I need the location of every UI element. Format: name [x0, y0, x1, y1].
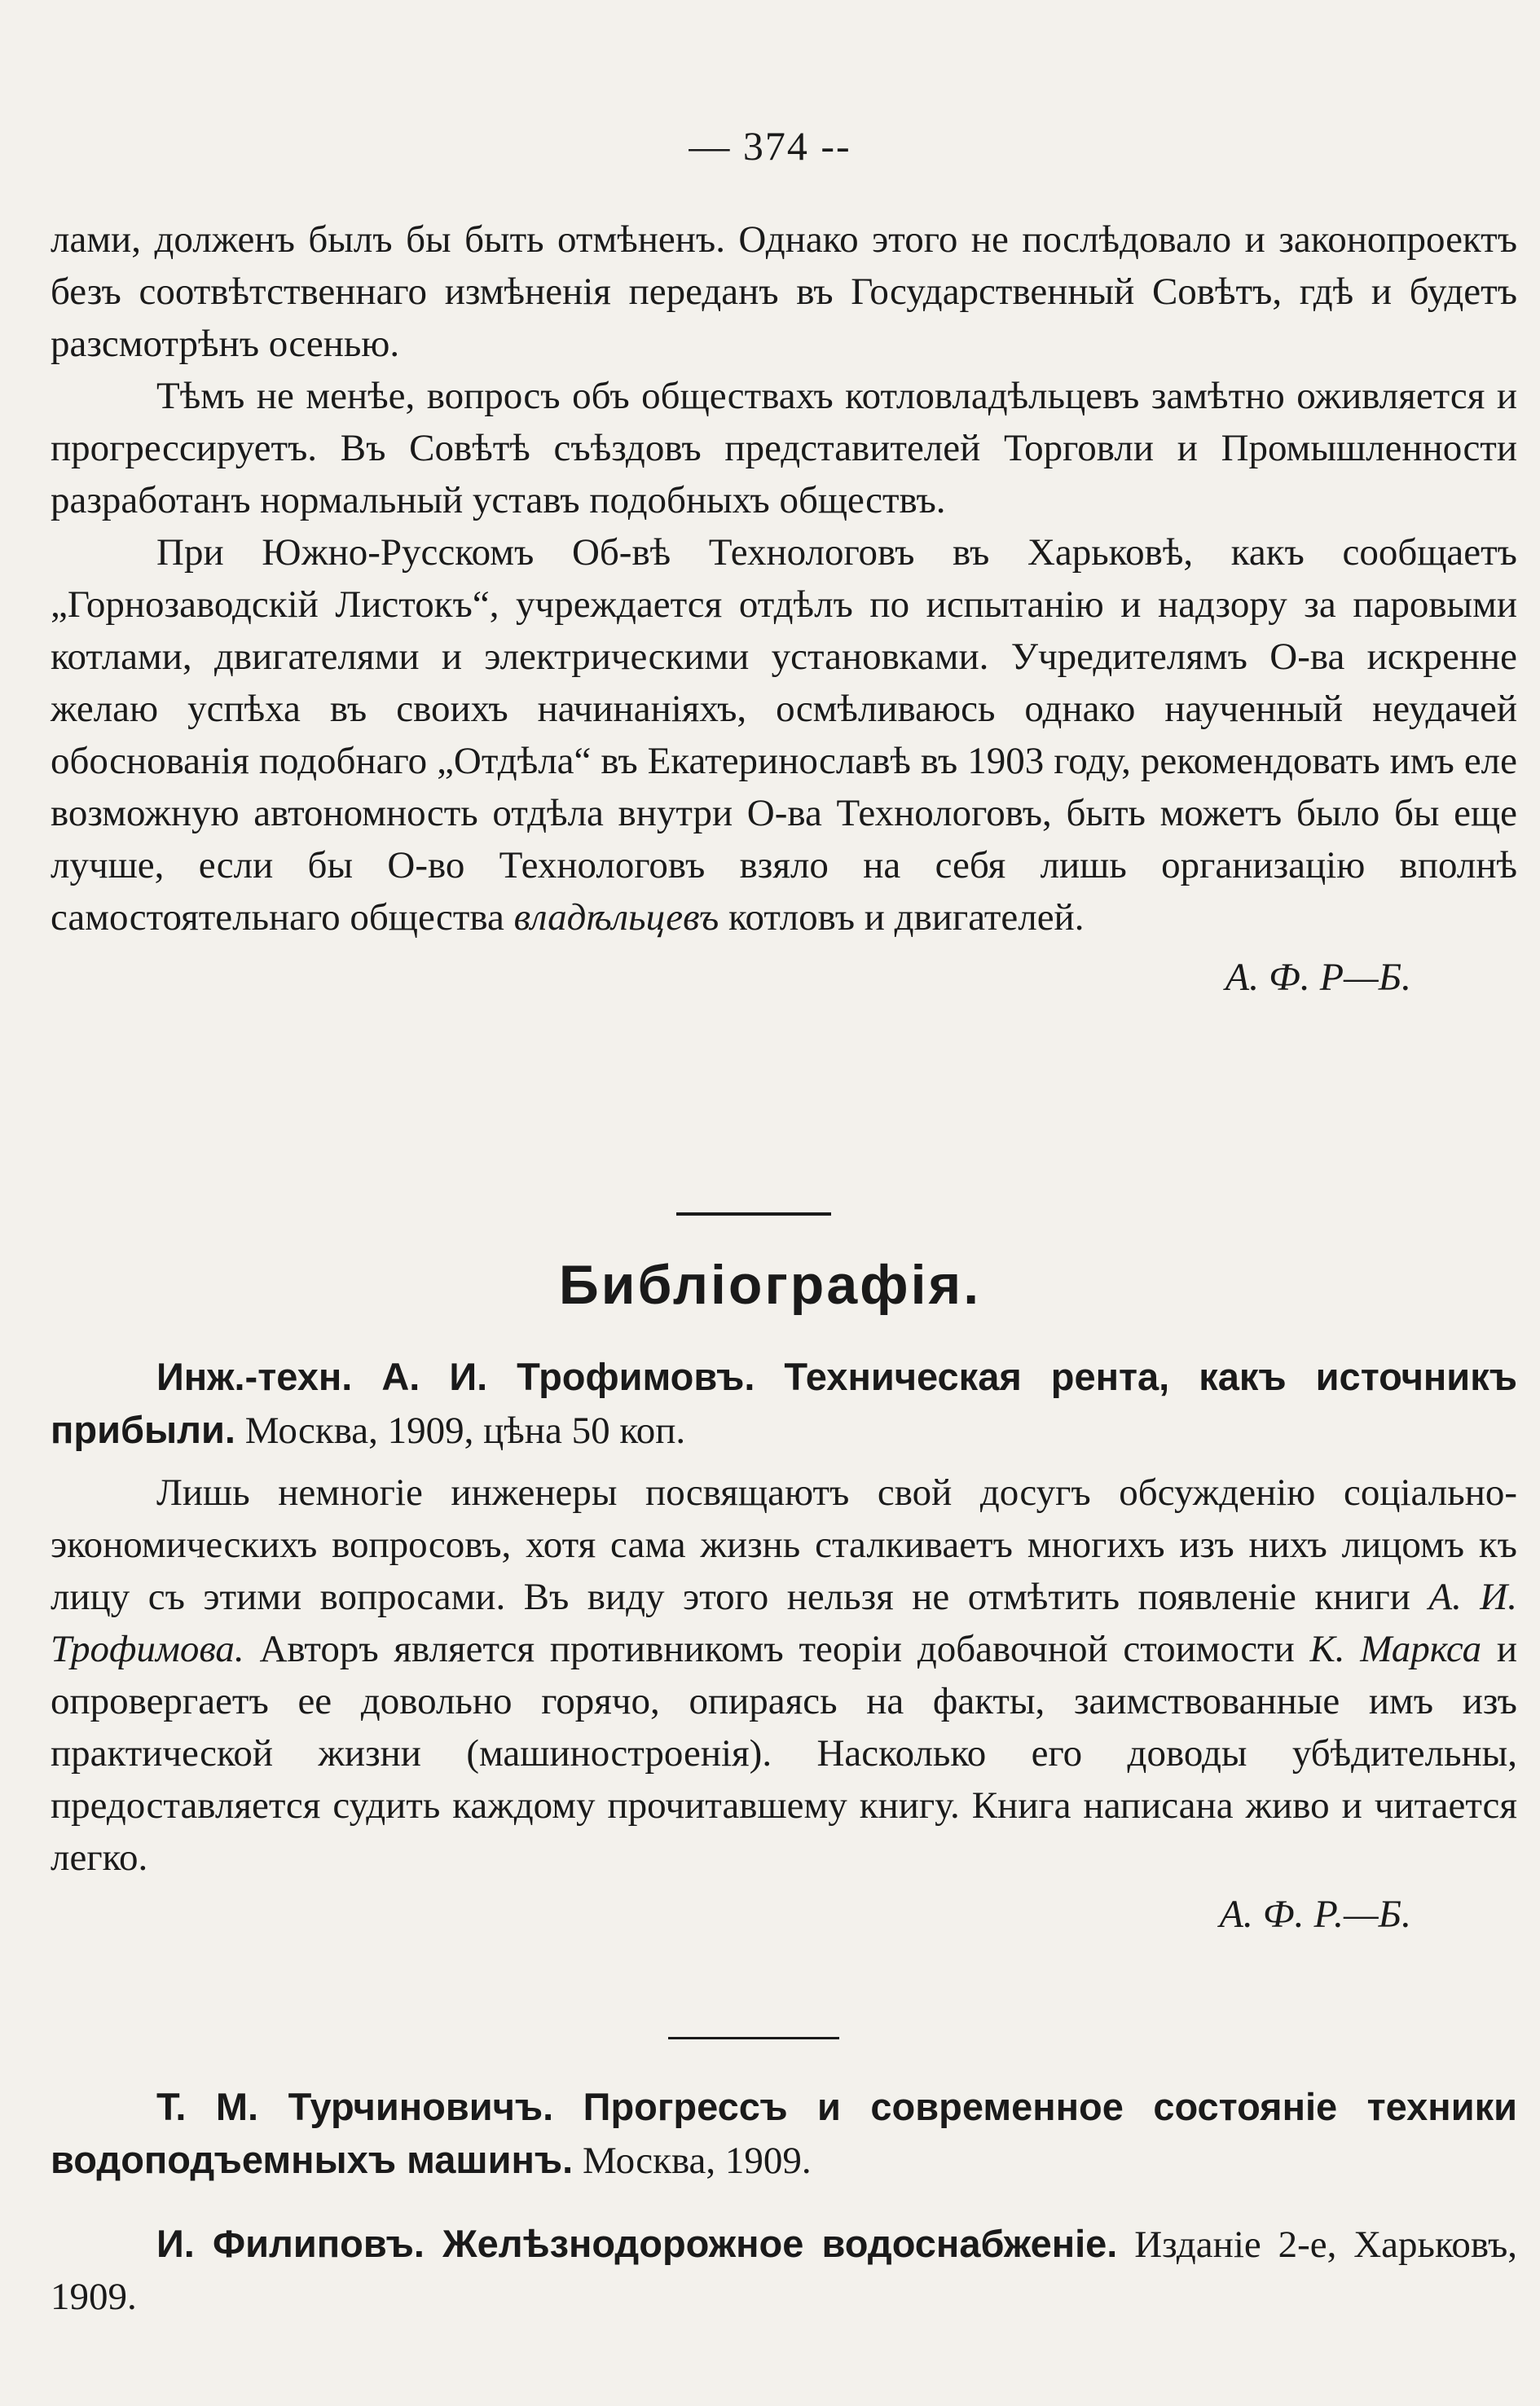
signature: А. Ф. Р—Б.: [1225, 956, 1411, 999]
paragraph-text: и опровергаетъ ее довольно горячо, опираясь на факты, заимствованные имъ изъ практической жизни (машиностроенія). Насколько его доводы убѣдительны, предоставляется судить каждому прочитавшему книгу. Книга написана живо и читается легко.: [51, 1628, 1518, 1879]
paragraph: Тѣмъ не менѣе, вопросъ объ обществахъ котловладѣльцевъ замѣтно оживляется и прогрессируетъ. Въ Совѣтѣ съѣздовъ представителей Торговли и Промышленности разработанъ нормальный уставъ подобныхъ обществъ.: [51, 375, 1517, 521]
review-2: [51, 2081, 1517, 2187]
section-title: Библіографія.: [558, 1254, 982, 1316]
citation-bold: Инж.-техн. А. И. Трофимовъ. Техническая рента, какъ источникъ прибыли.: [51, 1355, 1517, 1451]
review-1: [51, 1351, 1517, 1937]
italic-author: А. И. Трофимова.: [51, 1576, 1517, 1670]
citation-bold: Т. М. Турчиновичъ. Прогрессъ и современное состояніе техники водоподъемныхъ машинъ.: [51, 2085, 1517, 2181]
divider: [668, 2037, 839, 2039]
paragraph-text: Авторъ является противникомъ теоріи добавочной стоимости: [259, 1628, 1295, 1670]
review-citation: [51, 2081, 1517, 2187]
paragraph: [51, 1467, 1517, 1884]
paragraph: [51, 526, 1517, 943]
paragraph-text: При Южно-Русскомъ Об-вѣ Технологовъ въ Харьковѣ, какъ сообщаетъ „Горнозаводскій Листокъ“, учреждается отдѣлъ по испытанію и надзору за паровыми котлами, двигателями и электрическими установками. Учредителямъ О-ва искренне желаю успѣха въ своихъ начинаніяхъ, осмѣливаюсь однако наученный неудачей обоснованія подобнаго „Отдѣла“ въ Екатеринославѣ въ 1903 году, рекомендовать имъ еле возможную автономность отдѣла внутри О-ва Технологовъ, быть можетъ было бы еще лучше, если бы О-во Технологовъ взяло на себя лишь организацію вполнѣ самостоятельнаго общества: [51, 531, 1517, 939]
italic-name: К. Маркса: [1309, 1628, 1482, 1670]
paragraph-text: Лишь немногіе инженеры посвящаютъ свой досугъ обсужденію соціально-экономическихъ вопросовъ, хотя сама жизнь сталкиваетъ многихъ изъ нихъ лицомъ къ лицу съ этими вопросами. Въ виду этого нельзя не отмѣтить появленіе книги: [51, 1471, 1517, 1618]
review-citation: [51, 1351, 1517, 1457]
citation-rest: Изданіе 2-е, Харьковъ, 1909.: [51, 2223, 1517, 2318]
citation-rest: Москва, 1909, цѣна 50 коп.: [244, 1410, 686, 1452]
review-3: [51, 2218, 1517, 2323]
paragraph: лами, долженъ былъ бы быть отмѣненъ. Однако этого не послѣдовало и законопроектъ безъ соотвѣтственнаго измѣненія переданъ въ Государственный Совѣтъ, гдѣ и будетъ разсмотрѣнъ осенью.: [51, 218, 1517, 365]
review-citation: [51, 2218, 1517, 2323]
citation-bold: И. Филиповъ. Желѣзнодорожное водоснабженіе.: [156, 2222, 1118, 2265]
italic-word: владѣльцевъ: [513, 896, 719, 939]
intro-text: [51, 213, 1517, 1000]
page-number: — 374 --: [689, 123, 851, 169]
divider: [676, 1212, 831, 1216]
paragraph-text: котловъ и двигателей.: [728, 896, 1085, 939]
signature: А. Ф. Р.—Б.: [1219, 1893, 1411, 1936]
citation-rest: Москва, 1909.: [582, 2140, 812, 2182]
